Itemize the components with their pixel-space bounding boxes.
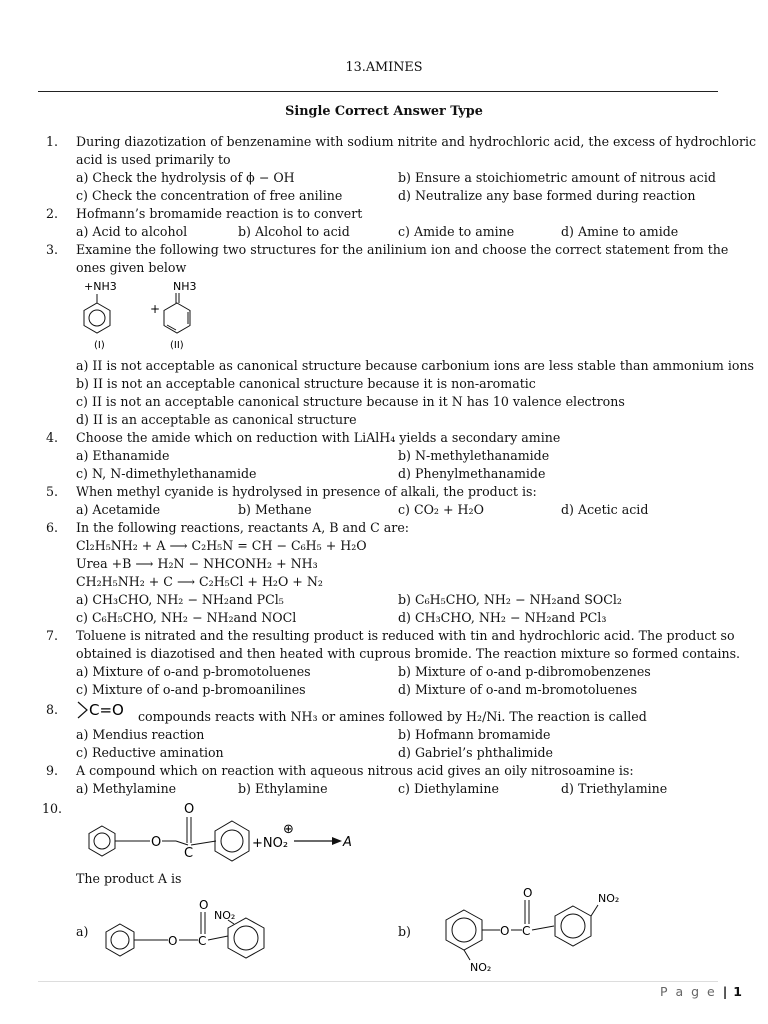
q7-option-a: a) Mixture of o-and p-bromotoluenes bbox=[76, 664, 311, 679]
q10-carbonyl-oxygen: O bbox=[184, 802, 195, 817]
q10b-meta-nitro-label: NO₂ bbox=[598, 892, 620, 905]
q10-reaction-scheme bbox=[80, 797, 380, 869]
q2-option-c: c) Amide to amine bbox=[398, 224, 515, 239]
header-rule bbox=[38, 91, 718, 92]
q3-option-c: c) II is not an acceptable canonical structure because in it N has 10 valence electrons bbox=[76, 394, 625, 409]
structure-2-plus: + bbox=[150, 302, 161, 316]
q3-option-a: a) II is not acceptable as canonical structure because carbonium ions are less stable than ammonium ions bbox=[76, 358, 755, 373]
q7-option-b: b) Mixture of o-and p-dibromobenzenes bbox=[398, 664, 651, 679]
q4-line1: Choose the amide which on reduction with LiAlH₄ yields a secondary amine bbox=[76, 430, 561, 445]
q1-option-b: b) Ensure a stoichiometric amount of nitrous acid bbox=[398, 170, 716, 185]
q6-reaction-2: Urea +B ⟶ H₂N − NHCONH₂ + NH₃ bbox=[76, 556, 318, 571]
q7-option-d: d) Mixture of o-and m-bromotoluenes bbox=[398, 682, 638, 697]
q10a-nitro-label: NO₂ bbox=[214, 909, 236, 922]
q10-option-a-label: a) bbox=[76, 924, 89, 939]
q6-number: 6. bbox=[46, 520, 59, 535]
carbonyl-group bbox=[76, 699, 136, 721]
q9-option-a: a) Methylamine bbox=[76, 781, 177, 796]
structure-1-tag: (I) bbox=[94, 340, 105, 351]
page-title: 13.AMINES bbox=[345, 60, 423, 75]
q1-option-d: d) Neutralize any base formed during reaction bbox=[398, 188, 696, 203]
section-title: Single Correct Answer Type bbox=[285, 104, 483, 119]
q10-option-b-label: b) bbox=[398, 924, 411, 939]
q10-charge: ⊕ bbox=[283, 822, 294, 837]
q10-ether-oxygen: O bbox=[151, 835, 162, 850]
q2-option-d: d) Amine to amide bbox=[561, 224, 679, 239]
q8-line1: compounds reacts with NH₃ or amines followed by H₂/Ni. The reaction is called bbox=[138, 709, 647, 724]
q6-reaction-1: Cl₂H₅NH₂ + A ⟶ C₂H₅N = CH − C₆H₅ + H₂O bbox=[76, 538, 367, 553]
q10a-ether-oxygen: O bbox=[168, 934, 178, 948]
q5-line1: When methyl cyanide is hydrolysed in presence of alkali, the product is: bbox=[76, 484, 537, 499]
page-separator: | bbox=[722, 984, 728, 999]
q8-option-c: c) Reductive amination bbox=[76, 745, 224, 760]
q10a-carbonyl-carbon: C bbox=[198, 934, 207, 948]
q1-option-c: c) Check the concentration of free aniline bbox=[76, 188, 343, 203]
q5-option-b: b) Methane bbox=[238, 502, 312, 517]
q10-carbonyl-carbon: C bbox=[184, 846, 194, 861]
q7-line1: Toluene is nitrated and the resulting product is reduced with tin and hydrochloric acid. The product so bbox=[76, 628, 735, 643]
q10a-carbonyl-oxygen: O bbox=[199, 898, 209, 912]
q10b-ether-oxygen: O bbox=[500, 924, 510, 938]
q7-line2: obtained is diazotised and then heated with cuprous bromide. The reaction mixture so formed contains. bbox=[76, 646, 741, 661]
q3-option-b: b) II is not an acceptable canonical structure because it is non-aromatic bbox=[76, 376, 536, 391]
page-num: 1 bbox=[733, 984, 742, 999]
page-word: P a g e bbox=[660, 984, 717, 999]
q8-option-d: d) Gabriel’s phthalimide bbox=[398, 745, 553, 760]
q8-option-b: b) Hofmann bromamide bbox=[398, 727, 551, 742]
q1-number: 1. bbox=[46, 134, 59, 149]
q4-number: 4. bbox=[46, 430, 59, 445]
q3-line1: Examine the following two structures for the anilinium ion and choose the correct statement from the bbox=[76, 242, 729, 257]
q9-option-b: b) Ethylamine bbox=[238, 781, 328, 796]
q8-option-a: a) Mendius reaction bbox=[76, 727, 205, 742]
q5-option-a: a) Acetamide bbox=[76, 502, 161, 517]
q2-line1: Hofmann’s bromamide reaction is to convert bbox=[76, 206, 363, 221]
q3-line2: ones given below bbox=[76, 260, 187, 275]
q9-line1: A compound which on reaction with aqueous nitrous acid gives an oily nitrosoamine is: bbox=[76, 763, 634, 778]
q1-line2: acid is used primarily to bbox=[76, 152, 231, 167]
q8-number: 8. bbox=[46, 702, 59, 717]
q10-reagent: +NO₂ bbox=[252, 836, 289, 851]
carbonyl-label: C=O bbox=[89, 701, 124, 719]
q4-option-d: d) Phenylmethanamide bbox=[398, 466, 546, 481]
q7-number: 7. bbox=[46, 628, 59, 643]
structure-1-label: +NH3 bbox=[84, 280, 117, 293]
q5-option-d: d) Acetic acid bbox=[561, 502, 649, 517]
q10-option-a-structure bbox=[92, 896, 292, 972]
q10-product: A bbox=[343, 835, 352, 850]
q9-option-c: c) Diethylamine bbox=[398, 781, 499, 796]
q6-reaction-3: CH₂H₅NH₂ + C ⟶ C₂H₅Cl + H₂O + N₂ bbox=[76, 574, 323, 589]
q10b-carbonyl-oxygen: O bbox=[523, 886, 533, 900]
structure-2-tag: (II) bbox=[170, 340, 184, 351]
q4-option-b: b) N-methylethanamide bbox=[398, 448, 550, 463]
anilinium-structures bbox=[70, 276, 210, 356]
q4-option-c: c) N, N-dimethylethanamide bbox=[76, 466, 257, 481]
q1-line1: During diazotization of benzenamine with sodium nitrite and hydrochloric acid, the excess of hydrochloric bbox=[76, 134, 757, 149]
q5-option-c: c) CO₂ + H₂O bbox=[398, 502, 484, 517]
q3-option-d: d) II is an acceptable as canonical structure bbox=[76, 412, 357, 427]
structure-2-label: NH3 bbox=[173, 280, 197, 293]
q2-number: 2. bbox=[46, 206, 59, 221]
q3-number: 3. bbox=[46, 242, 59, 257]
q9-option-d: d) Triethylamine bbox=[561, 781, 668, 796]
q7-option-c: c) Mixture of o-and p-bromoanilines bbox=[76, 682, 306, 697]
q4-option-a: a) Ethanamide bbox=[76, 448, 170, 463]
q6-option-c: c) C₆H₅CHO, NH₂ − NH₂and NOCl bbox=[76, 610, 297, 625]
q10-line1: The product A is bbox=[76, 871, 182, 886]
q10-option-b-structure bbox=[418, 884, 648, 976]
q6-option-a: a) CH₃CHO, NH₂ − NH₂and PCl₅ bbox=[76, 592, 284, 607]
q6-option-d: d) CH₃CHO, NH₂ − NH₂and PCl₃ bbox=[398, 610, 607, 625]
q10b-carbonyl-carbon: C bbox=[522, 924, 531, 938]
q2-option-b: b) Alcohol to acid bbox=[238, 224, 350, 239]
q6-line1: In the following reactions, reactants A, B and C are: bbox=[76, 520, 410, 535]
q6-option-b: b) C₆H₅CHO, NH₂ − NH₂and SOCl₂ bbox=[398, 592, 622, 607]
q1-option-a: a) Check the hydrolysis of ϕ − OH bbox=[76, 170, 295, 185]
page-number bbox=[660, 984, 742, 999]
q10-number: 10. bbox=[42, 801, 63, 816]
q10b-ortho-nitro-label: NO₂ bbox=[470, 961, 492, 974]
q2-option-a: a) Acid to alcohol bbox=[76, 224, 188, 239]
q5-number: 5. bbox=[46, 484, 59, 499]
footer-rule bbox=[38, 981, 718, 982]
q9-number: 9. bbox=[46, 763, 59, 778]
